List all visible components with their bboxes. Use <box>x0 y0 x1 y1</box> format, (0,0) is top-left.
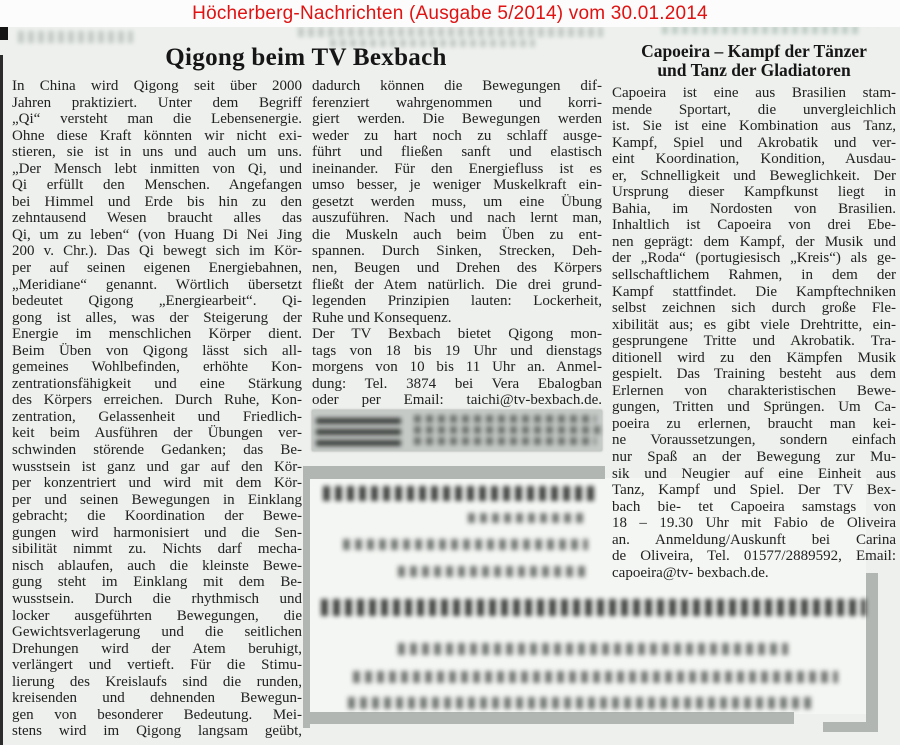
text-line: wusstsein ist ganz und gar auf den Kör- <box>12 458 302 475</box>
text-line: er, Schnelligkeit und Beweglichkeit. Der <box>612 167 896 184</box>
text-line: kreisenden und dehnenden Bewegun- <box>12 690 302 707</box>
text-line: bedeutet Qigong „Energiearbeit“. Qi- <box>12 293 302 310</box>
text-line: gesetzt werden muss, um eine Übung <box>312 193 602 210</box>
text-line: Kampf, Spiel und Akrobatik und ver- <box>612 134 896 151</box>
text-line: lierung des Kreislaufs sind die runden, <box>12 673 302 690</box>
text-line: ferenziert wahrgenommen und korri- <box>312 94 602 111</box>
text-line: „Meridiane“ genannt. Wörtlich übersetzt <box>12 276 302 293</box>
text-line: sibilität nimmt zu. Nichts darf mecha- <box>12 541 302 558</box>
text-line: 200 v. Chr.). Das Qi bewegt sich im Kör- <box>12 243 302 260</box>
text-line: locker ausgeführten Bewegungen, die <box>12 607 302 624</box>
text-line: dung: Tel. 3874 bei Vera Ebalogban <box>312 375 602 392</box>
text-line: umso besser, je weniger Muskelkraft ein- <box>312 177 602 194</box>
text-line: xibilität aus; es gibt viele Drehtritte, ein- <box>612 316 896 333</box>
text-line: nen geprägt: dem Kampf, der Musik und <box>612 233 896 250</box>
text-line: Ursprung dieser Kampfkunst liegt in <box>612 184 896 201</box>
text-line: ist. Sie ist eine Kombination aus Tanz, <box>612 118 896 135</box>
text-line: gebracht; die Koordination der Bewe- <box>12 508 302 525</box>
text-line: nur Spaß an der Bewegung zur Mu- <box>612 449 896 466</box>
blurred-text-line <box>414 415 596 423</box>
text-line: Kampf stattfindet. Die Kampftechniken <box>612 283 896 300</box>
text-line: gen von besonderer Bedeutung. Mei- <box>12 706 302 723</box>
text-line: Energie im menschlichen Körper dient. <box>12 326 302 343</box>
text-line: gemeines Wohlbefinden, erhöhte Kon- <box>12 359 302 376</box>
box-border <box>866 573 878 725</box>
text-line: eint Koordination, Kondition, Ausdau- <box>612 151 896 168</box>
text-line: gung steht im Einklang mit dem Be- <box>12 574 302 591</box>
text-line: dadurch können die Bewegungen dif- <box>312 78 602 94</box>
text-line: ne Voraussetzungen, sondern einfach <box>612 432 896 449</box>
text-line: In China wird Qigong seit über 2000 <box>12 78 302 94</box>
text-line: Capoeira ist eine aus Brasilien stam- <box>612 85 896 101</box>
text-line: gong ist alles, was der Steigerung der <box>12 309 302 326</box>
blurred-text-line <box>321 599 866 616</box>
masthead-title: Höcherberg-Nachrichten (Ausgabe 5/2014) vom 30.01.2014 <box>192 3 708 24</box>
capoeira-headline <box>612 42 896 80</box>
text-line: gungen wird harmonisiert und die Sen- <box>12 524 302 541</box>
box-border <box>303 466 605 479</box>
text-line: gesprungene Tritte und Akrobatik. Tra- <box>612 333 896 350</box>
scan-edge-line <box>0 55 3 745</box>
box-border <box>823 722 878 732</box>
article-column-3 <box>612 42 896 581</box>
text-line: verlängert und vertieft. Für die Stimu- <box>12 657 302 674</box>
text-line: Tanz, Kampf und Spiel. Der TV Bex- <box>612 482 896 499</box>
article-column-2 <box>312 78 602 409</box>
capoeira-body <box>612 85 896 581</box>
text-line: zentrationsfähigkeit und eine Stärkung <box>12 375 302 392</box>
bleed-through-artifact <box>18 31 133 43</box>
text-line: spannen. Durch Sinken, Strecken, Deh- <box>312 243 602 260</box>
text-line: bei Himmel und Erde bis hin zu den <box>12 193 302 210</box>
text-line: der „Roda“ (portugiesisch „Kreis“) als ge- <box>612 250 896 267</box>
text-line: gungen, Tritten und Sprüngen. Um Ca- <box>612 399 896 416</box>
text-line: ineinander. Für den Energiefluss ist es <box>312 160 602 177</box>
text-line: per auf seinen eigenen Energiebahnen, <box>12 260 302 277</box>
blurred-text-line <box>414 426 600 434</box>
article-column-1 <box>12 78 302 740</box>
text-line: Erlernen von charakteristischen Bewe- <box>612 382 896 399</box>
blurred-text-line <box>353 671 838 683</box>
text-line: an. Anmeldung/Auskunft bei Carina <box>612 531 896 548</box>
blurred-text-line <box>398 643 788 655</box>
text-line: Bahia, im Nordosten von Brasilien. <box>612 200 896 217</box>
text-line: per konzentriert und wird mit dem Kör- <box>12 475 302 492</box>
text-line: stieren, sie ist in uns und auch um uns. <box>12 144 302 161</box>
blurred-text-line <box>348 697 813 709</box>
text-line: capoeira@tv- bexbach.de. <box>612 564 769 581</box>
text-line: bach bie- tet Capoeira samstags von <box>612 498 896 515</box>
text-line: Ohne diese Kraft könnten wir nicht exi- <box>12 127 302 144</box>
text-line: sellschaftlichem Rahmen, in dem der <box>612 267 896 284</box>
text-line: wusstsein. Durch die rhythmisch und <box>12 590 302 607</box>
text-line: gespielt. Das Training besteht aus dem <box>612 366 896 383</box>
text-line: Qi erfüllt den Menschen. Angefangen <box>12 177 302 194</box>
box-border <box>303 466 310 728</box>
text-line: legenden Prinzipien lauten: Lockerheit, <box>312 293 602 310</box>
text-line: Inhaltlich ist Capoeira von drei Ebe- <box>612 217 896 234</box>
text-line: oder per Email: taichi@tv-bexbach.de. <box>312 392 602 409</box>
text-line: morgens von 10 bis 11 Uhr an. Anmel- <box>312 359 602 376</box>
box-border <box>310 712 794 724</box>
text-line: des Körpers erreichen. Durch Ruhe, Kon- <box>12 392 302 409</box>
text-line: stens wird im Qigong langsam geübt, <box>12 723 302 740</box>
text-line: zehntausend Wesen braucht alles das <box>12 210 302 227</box>
capoeira-headline-line2: und Tanz der Gladiatoren <box>657 60 851 80</box>
text-line: Gewichtsverlagerung und die seitlichen <box>12 624 302 641</box>
qigong-headline: Qigong beim TV Bexbach <box>165 44 447 71</box>
text-line: schwinden störende Gedanken; das Be- <box>12 442 302 459</box>
blurred-text-line <box>323 486 598 501</box>
text-line: „Qi“ versteht man die Lebensenergie. <box>12 111 302 128</box>
blurred-text-block <box>316 414 401 446</box>
text-line: fließt der Atem natürlich. Die drei grund- <box>312 276 602 293</box>
scan-mark <box>0 27 8 40</box>
text-line: Jahren praktiziert. Unter dem Begriff <box>12 94 302 111</box>
text-line: de Oliveira, Tel. 01577/2889592, Email: <box>612 548 896 565</box>
text-line: auszuführen. Nach und nach lernt man, <box>312 210 602 227</box>
text-line: sik und Neugier auf eine Einheit aus <box>612 465 896 482</box>
text-line: Beim Üben von Qigong lässt sich all- <box>12 342 302 359</box>
text-line: Drehungen wird der Atem beruhigt, <box>12 640 302 657</box>
text-line: keit beim Ausführen der Übungen ver- <box>12 425 302 442</box>
text-line: poeira zu erlernen, braucht man kei- <box>612 415 896 432</box>
text-line: die Muskeln auch beim Üben zu ent- <box>312 226 602 243</box>
text-line: giert werden. Die Bewegungen werden <box>312 111 602 128</box>
text-line: „Der Mensch lebt inmitten von Qi, und <box>12 160 302 177</box>
text-line: selbst zeichnen sich durch große Fle- <box>612 300 896 317</box>
blurred-text-line <box>398 566 588 577</box>
text-line: per und seinen Bewegungen in Einklang <box>12 491 302 508</box>
masthead <box>0 0 900 27</box>
text-line: führt und fließen sanft und elastisch <box>312 144 602 161</box>
text-line: mende Sportart, die unvergleichlich <box>612 101 896 118</box>
capoeira-headline-line1: Capoeira – Kampf der Tänzer <box>641 41 867 61</box>
blurred-text-line <box>414 437 596 445</box>
text-line: Der TV Bexbach bietet Qigong mon- <box>312 326 602 343</box>
text-line: nen, Beugen und Drehen des Körpers <box>312 260 602 277</box>
text-line: Qi, um zu leben“ (von Huang Di Nei Jing <box>12 226 302 243</box>
blurred-text-line <box>343 539 588 550</box>
text-line: Ruhe und Konsequenz. <box>312 309 452 326</box>
bleed-through-artifact <box>298 27 603 37</box>
text-line: weder zu hart noch zu schlaff ausge- <box>312 127 602 144</box>
blurred-text-line <box>468 513 583 523</box>
text-line: 18 – 19.30 Uhr mit Fabio de Oliveira <box>612 515 896 532</box>
text-line: ditionell wird zu den Kämpfen Musik <box>612 349 896 366</box>
blurred-box-small <box>312 410 602 451</box>
text-line: nisch ablaufen, auch die kleinste Bewe- <box>12 557 302 574</box>
text-line: zentration, Gelassenheit und Friedlich- <box>12 408 302 425</box>
text-line: tags von 18 bis 19 Uhr und dienstags <box>312 342 602 359</box>
